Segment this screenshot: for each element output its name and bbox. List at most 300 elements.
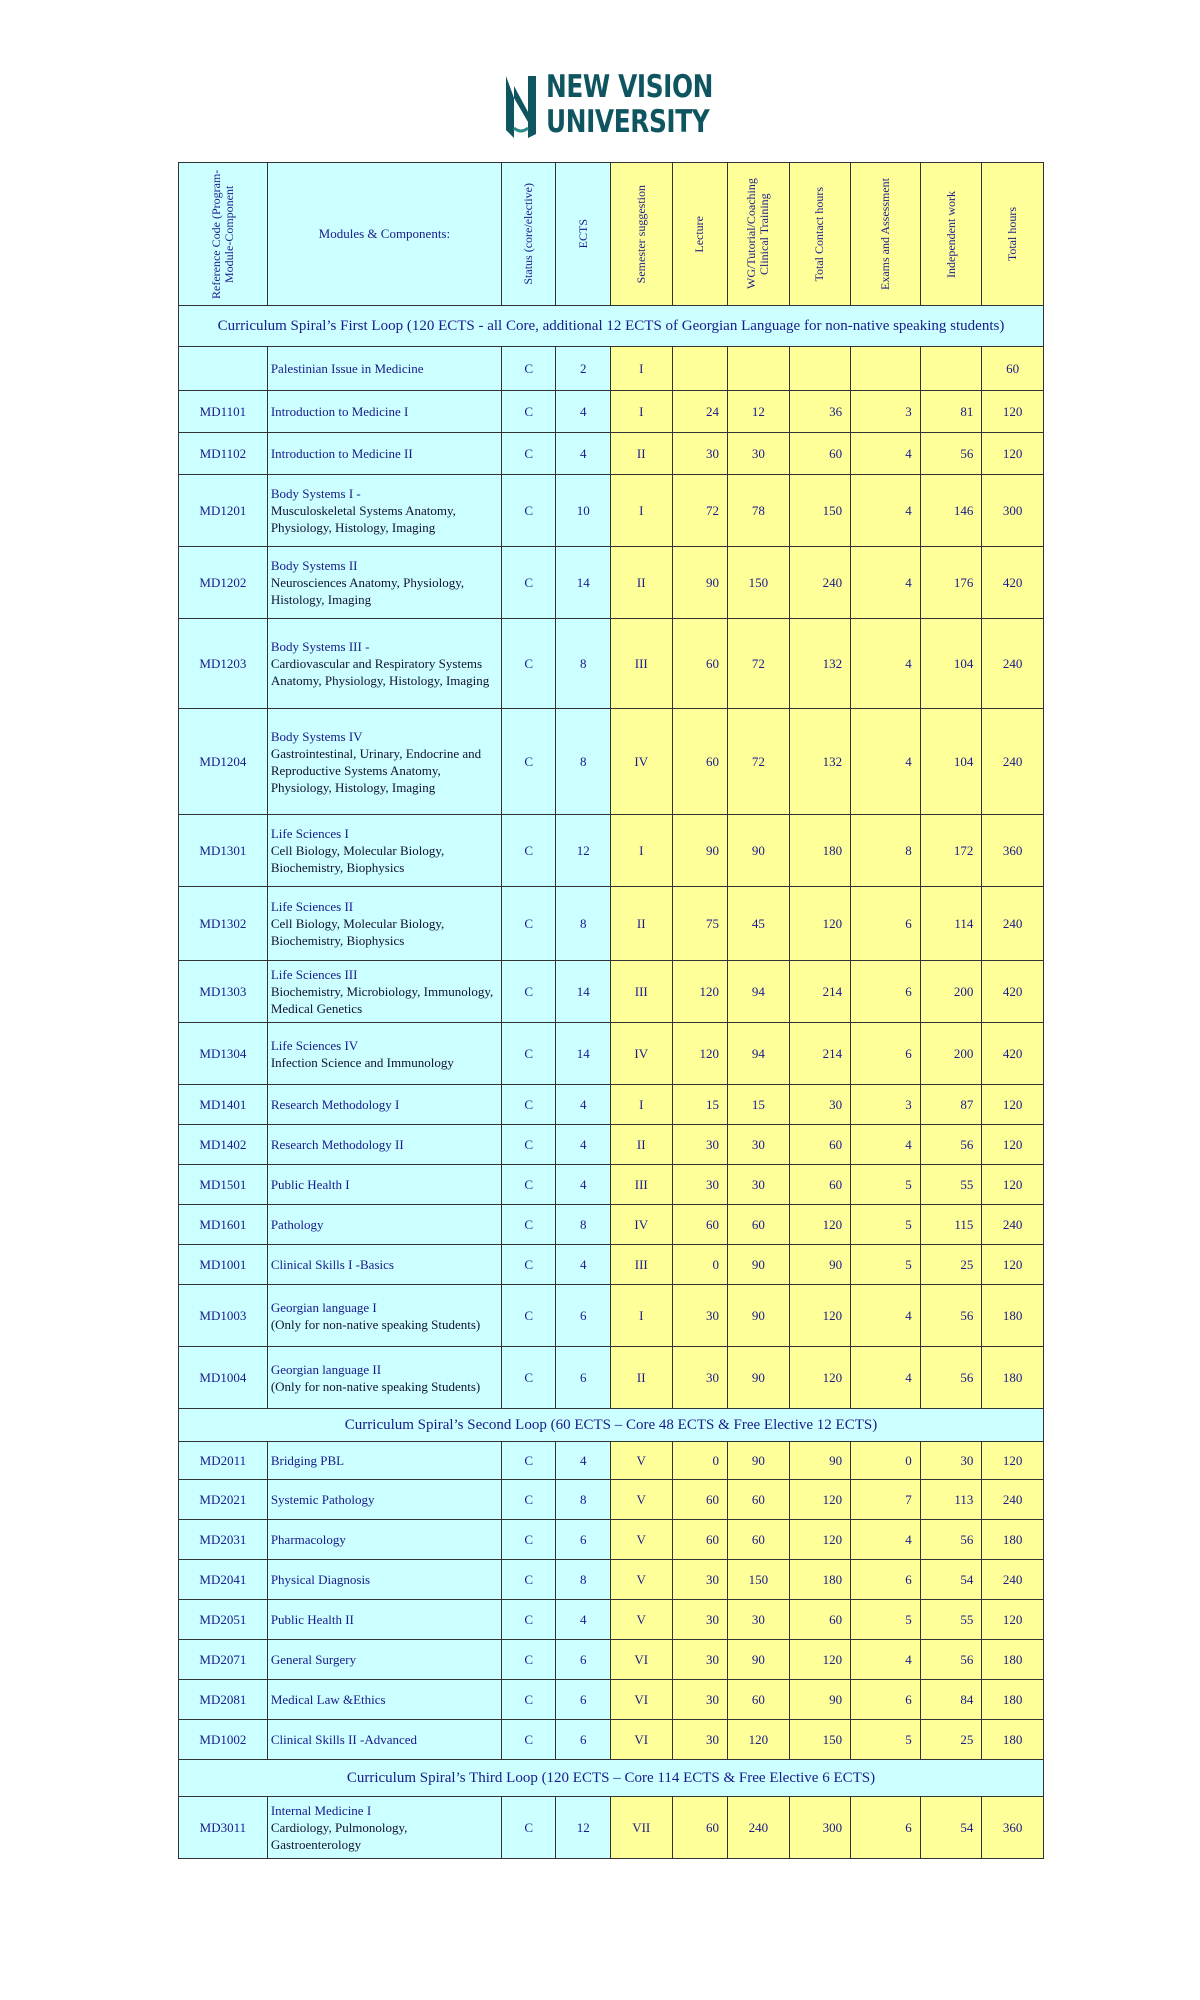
exams-cell: 5 xyxy=(851,1165,921,1205)
total-contact-cell: 90 xyxy=(789,1680,851,1720)
exams-cell: 6 xyxy=(851,961,921,1023)
module-name-cell xyxy=(267,1347,501,1409)
independent-work-cell: 84 xyxy=(920,1680,982,1720)
ref-code-cell: MD1101 xyxy=(179,391,268,433)
semester-cell: V xyxy=(610,1442,672,1480)
independent-work-cell: 172 xyxy=(920,815,982,887)
lecture-cell: 30 xyxy=(672,1125,728,1165)
total-hours-cell: 240 xyxy=(982,1560,1044,1600)
semester-cell: III xyxy=(610,1245,672,1285)
exams-cell: 6 xyxy=(851,887,921,961)
module-title: Research Methodology II xyxy=(270,1137,404,1152)
exams-cell: 4 xyxy=(851,1125,921,1165)
status-cell: C xyxy=(501,815,556,887)
lecture-cell: 0 xyxy=(672,1442,728,1480)
module-subtitle: Musculoskeletal Systems Anatomy, Physiology, Histology, Imaging xyxy=(270,503,456,535)
total-hours-cell: 180 xyxy=(982,1347,1044,1409)
tutorial-cell: 90 xyxy=(728,1245,790,1285)
tutorial-cell: 150 xyxy=(728,1560,790,1600)
independent-work-cell: 200 xyxy=(920,1023,982,1085)
ects-cell: 14 xyxy=(556,1023,611,1085)
total-hours-cell: 120 xyxy=(982,1442,1044,1480)
tutorial-cell: 94 xyxy=(728,1023,790,1085)
semester-cell: VI xyxy=(610,1720,672,1760)
module-name-cell xyxy=(267,1023,501,1085)
module-subtitle: Cell Biology, Molecular Biology, Biochemistry, Biophysics xyxy=(270,843,445,875)
section-first-loop xyxy=(179,306,1044,347)
exams-cell: 5 xyxy=(851,1245,921,1285)
total-contact-cell: 180 xyxy=(789,1560,851,1600)
module-title: Life Sciences II xyxy=(270,899,354,914)
total-contact-cell: 180 xyxy=(789,815,851,887)
status-cell: C xyxy=(501,433,556,475)
tutorial-cell: 30 xyxy=(728,1125,790,1165)
ref-code-cell: MD2031 xyxy=(179,1520,268,1560)
tutorial-cell: 30 xyxy=(728,1600,790,1640)
curriculum-table xyxy=(178,162,1044,1859)
status-cell: C xyxy=(501,619,556,709)
ects-cell: 8 xyxy=(556,1560,611,1600)
module-subtitle: (Only for non-native speaking Students) xyxy=(270,1378,481,1394)
module-name-cell xyxy=(267,1085,501,1125)
exams-cell: 7 xyxy=(851,1480,921,1520)
ects-cell: 8 xyxy=(556,887,611,961)
module-name-cell xyxy=(267,1480,501,1520)
exams-cell: 6 xyxy=(851,1023,921,1085)
module-title: Palestinian Issue in Medicine xyxy=(270,361,424,376)
status-cell: C xyxy=(501,1520,556,1560)
table-row xyxy=(179,961,1044,1023)
semester-cell: IV xyxy=(610,709,672,815)
module-title: Life Sciences I xyxy=(270,826,349,841)
ref-code-cell: MD2021 xyxy=(179,1480,268,1520)
independent-work-cell: 56 xyxy=(920,433,982,475)
semester-cell: IV xyxy=(610,1023,672,1085)
ects-cell: 8 xyxy=(556,619,611,709)
total-hours-cell: 180 xyxy=(982,1520,1044,1560)
module-name-cell xyxy=(267,1600,501,1640)
ects-cell: 8 xyxy=(556,709,611,815)
tutorial-cell: 90 xyxy=(728,1347,790,1409)
ref-code-cell: MD2081 xyxy=(179,1680,268,1720)
ects-cell: 4 xyxy=(556,391,611,433)
exams-cell: 8 xyxy=(851,815,921,887)
total-contact-cell: 240 xyxy=(789,547,851,619)
exams-cell: 4 xyxy=(851,1520,921,1560)
status-cell: C xyxy=(501,475,556,547)
table-row xyxy=(179,433,1044,475)
table-row xyxy=(179,1680,1044,1720)
tutorial-cell: 15 xyxy=(728,1085,790,1125)
section-title: Curriculum Spiral’s Second Loop (60 ECTS – Core 48 ECTS & Free Elective 12 ECTS) xyxy=(179,1409,1044,1442)
col-header-independent: Independent work xyxy=(920,163,982,306)
ref-code-cell: MD1201 xyxy=(179,475,268,547)
independent-work-cell: 56 xyxy=(920,1285,982,1347)
status-cell: C xyxy=(501,1347,556,1409)
independent-work-cell: 25 xyxy=(920,1245,982,1285)
lecture-cell: 30 xyxy=(672,1640,728,1680)
status-cell: C xyxy=(501,887,556,961)
total-contact-cell: 120 xyxy=(789,1480,851,1520)
semester-cell: V xyxy=(610,1600,672,1640)
independent-work-cell: 104 xyxy=(920,709,982,815)
ref-code-cell: MD1003 xyxy=(179,1285,268,1347)
module-name-cell xyxy=(267,475,501,547)
independent-work-cell: 54 xyxy=(920,1797,982,1859)
table-row xyxy=(179,1560,1044,1600)
independent-work-cell: 56 xyxy=(920,1347,982,1409)
semester-cell: I xyxy=(610,1085,672,1125)
independent-work-cell: 56 xyxy=(920,1125,982,1165)
total-hours-cell: 240 xyxy=(982,1205,1044,1245)
lecture-cell: 120 xyxy=(672,961,728,1023)
status-cell: C xyxy=(501,1560,556,1600)
total-hours-cell: 180 xyxy=(982,1680,1044,1720)
status-cell: C xyxy=(501,347,556,391)
lecture-cell: 60 xyxy=(672,619,728,709)
module-name-cell xyxy=(267,547,501,619)
table-row xyxy=(179,475,1044,547)
module-name-cell xyxy=(267,1720,501,1760)
table-row xyxy=(179,619,1044,709)
ects-cell: 12 xyxy=(556,815,611,887)
lecture-cell: 30 xyxy=(672,433,728,475)
exams-cell xyxy=(851,347,921,391)
module-subtitle: (Only for non-native speaking Students) xyxy=(270,1316,481,1332)
status-cell: C xyxy=(501,547,556,619)
module-name-cell xyxy=(267,1797,501,1859)
lecture-cell: 60 xyxy=(672,1205,728,1245)
total-contact-cell: 300 xyxy=(789,1797,851,1859)
module-title: Body Systems IV xyxy=(270,728,363,744)
total-contact-cell: 60 xyxy=(789,1600,851,1640)
semester-cell: I xyxy=(610,391,672,433)
status-cell: C xyxy=(501,1165,556,1205)
module-title: Research Methodology I xyxy=(270,1097,400,1112)
status-cell: C xyxy=(501,1285,556,1347)
module-name-cell xyxy=(267,815,501,887)
module-subtitle: Infection Science and Immunology xyxy=(270,1054,454,1070)
tutorial-cell: 60 xyxy=(728,1480,790,1520)
exams-cell: 0 xyxy=(851,1442,921,1480)
exams-cell: 4 xyxy=(851,709,921,815)
total-hours-cell: 420 xyxy=(982,547,1044,619)
independent-work-cell: 55 xyxy=(920,1165,982,1205)
semester-cell: III xyxy=(610,1165,672,1205)
lecture-cell: 30 xyxy=(672,1600,728,1640)
module-title: Georgian language II xyxy=(270,1361,382,1377)
ref-code-cell: MD1002 xyxy=(179,1720,268,1760)
total-contact-cell: 214 xyxy=(789,1023,851,1085)
tutorial-cell: 45 xyxy=(728,887,790,961)
total-hours-cell: 180 xyxy=(982,1720,1044,1760)
module-name-cell xyxy=(267,1680,501,1720)
ref-code-cell xyxy=(179,347,268,391)
status-cell: C xyxy=(501,1680,556,1720)
lecture-cell xyxy=(672,347,728,391)
ref-code-cell: MD3011 xyxy=(179,1797,268,1859)
total-hours-cell: 240 xyxy=(982,887,1044,961)
ects-cell: 6 xyxy=(556,1720,611,1760)
semester-cell: I xyxy=(610,815,672,887)
exams-cell: 3 xyxy=(851,391,921,433)
status-cell: C xyxy=(501,1023,556,1085)
lecture-cell: 30 xyxy=(672,1560,728,1600)
ref-code-cell: MD1204 xyxy=(179,709,268,815)
tutorial-cell: 240 xyxy=(728,1797,790,1859)
status-cell: C xyxy=(501,1480,556,1520)
module-subtitle: Cardiology, Pulmonology, Gastroenterology xyxy=(270,1820,408,1852)
status-cell: C xyxy=(501,1245,556,1285)
university-logo xyxy=(502,69,714,145)
lecture-cell: 60 xyxy=(672,1480,728,1520)
module-subtitle: Gastrointestinal, Urinary, Endocrine and Reproductive Systems Anatomy, Physiology, Histology, Imaging xyxy=(270,745,482,795)
independent-work-cell: 56 xyxy=(920,1640,982,1680)
ref-code-cell: MD1202 xyxy=(179,547,268,619)
section-second-loop xyxy=(179,1409,1044,1442)
total-hours-cell: 180 xyxy=(982,1640,1044,1680)
semester-cell: II xyxy=(610,887,672,961)
status-cell: C xyxy=(501,961,556,1023)
module-title: Body Systems II xyxy=(270,558,358,573)
section-title: Curriculum Spiral’s First Loop (120 ECTS - all Core, additional 12 ECTS of Georgian Language for non-native speaking students) xyxy=(179,306,1044,347)
lecture-cell: 30 xyxy=(672,1347,728,1409)
status-cell: C xyxy=(501,1600,556,1640)
table-row xyxy=(179,1205,1044,1245)
status-cell: C xyxy=(501,1125,556,1165)
ref-code-cell: MD1304 xyxy=(179,1023,268,1085)
table-row xyxy=(179,1600,1044,1640)
ects-cell: 10 xyxy=(556,475,611,547)
semester-cell: IV xyxy=(610,1205,672,1245)
independent-work-cell: 87 xyxy=(920,1085,982,1125)
ects-cell: 14 xyxy=(556,547,611,619)
ects-cell: 4 xyxy=(556,1442,611,1480)
tutorial-cell: 94 xyxy=(728,961,790,1023)
lecture-cell: 90 xyxy=(672,547,728,619)
total-hours-cell: 240 xyxy=(982,1480,1044,1520)
ref-code-cell: MD1302 xyxy=(179,887,268,961)
ects-cell: 8 xyxy=(556,1205,611,1245)
exams-cell: 5 xyxy=(851,1205,921,1245)
independent-work-cell: 81 xyxy=(920,391,982,433)
section-title: Curriculum Spiral’s Third Loop (120 ECTS – Core 114 ECTS & Free Elective 6 ECTS) xyxy=(179,1760,1044,1797)
semester-cell: II xyxy=(610,1125,672,1165)
semester-cell: VI xyxy=(610,1640,672,1680)
module-name-cell xyxy=(267,1165,501,1205)
tutorial-cell: 60 xyxy=(728,1680,790,1720)
module-subtitle: Cell Biology, Molecular Biology, Biochemistry, Biophysics xyxy=(270,916,445,948)
exams-cell: 6 xyxy=(851,1680,921,1720)
module-title: Life Sciences III xyxy=(270,967,358,982)
module-title: Introduction to Medicine I xyxy=(270,404,409,419)
module-title: Physical Diagnosis xyxy=(270,1572,371,1587)
ref-code-cell: MD1501 xyxy=(179,1165,268,1205)
total-contact-cell: 120 xyxy=(789,1640,851,1680)
module-name-cell xyxy=(267,709,501,815)
col-header-ects: ECTS xyxy=(556,163,611,306)
total-hours-cell: 360 xyxy=(982,1797,1044,1859)
total-hours-cell: 240 xyxy=(982,709,1044,815)
total-hours-cell: 120 xyxy=(982,1600,1044,1640)
lecture-cell: 60 xyxy=(672,1797,728,1859)
tutorial-cell: 90 xyxy=(728,815,790,887)
status-cell: C xyxy=(501,1640,556,1680)
exams-cell: 4 xyxy=(851,433,921,475)
ects-cell: 4 xyxy=(556,433,611,475)
total-hours-cell: 120 xyxy=(982,391,1044,433)
semester-cell: VI xyxy=(610,1680,672,1720)
exams-cell: 4 xyxy=(851,547,921,619)
col-header-modules: Modules & Components: xyxy=(267,163,501,306)
independent-work-cell: 200 xyxy=(920,961,982,1023)
ref-code-cell: MD1102 xyxy=(179,433,268,475)
table-row xyxy=(179,1085,1044,1125)
col-header-status: Status (core/elective) xyxy=(501,163,556,306)
module-title: Clinical Skills I -Basics xyxy=(270,1257,394,1272)
ref-code-cell: MD2051 xyxy=(179,1600,268,1640)
ects-cell: 6 xyxy=(556,1520,611,1560)
ref-code-cell: MD1004 xyxy=(179,1347,268,1409)
total-contact-cell: 60 xyxy=(789,1125,851,1165)
table-row xyxy=(179,347,1044,391)
semester-cell: I xyxy=(610,475,672,547)
ref-code-cell: MD1303 xyxy=(179,961,268,1023)
total-contact-cell: 90 xyxy=(789,1442,851,1480)
independent-work-cell: 54 xyxy=(920,1560,982,1600)
total-hours-cell: 120 xyxy=(982,1085,1044,1125)
total-contact-cell: 120 xyxy=(789,1285,851,1347)
table-row xyxy=(179,1285,1044,1347)
table-row xyxy=(179,1125,1044,1165)
ref-code-cell: MD2041 xyxy=(179,1560,268,1600)
tutorial-cell xyxy=(728,347,790,391)
col-header-exams: Exams and Assessment xyxy=(851,163,921,306)
table-row xyxy=(179,391,1044,433)
total-contact-cell: 120 xyxy=(789,887,851,961)
table-row xyxy=(179,1640,1044,1680)
semester-cell: II xyxy=(610,1347,672,1409)
independent-work-cell: 55 xyxy=(920,1600,982,1640)
independent-work-cell: 146 xyxy=(920,475,982,547)
status-cell: C xyxy=(501,1797,556,1859)
lecture-cell: 90 xyxy=(672,815,728,887)
table-row xyxy=(179,887,1044,961)
module-name-cell xyxy=(267,1245,501,1285)
total-contact-cell: 120 xyxy=(789,1520,851,1560)
module-title: General Surgery xyxy=(270,1652,357,1667)
tutorial-cell: 60 xyxy=(728,1205,790,1245)
total-hours-cell: 120 xyxy=(982,433,1044,475)
table-row xyxy=(179,1245,1044,1285)
exams-cell: 4 xyxy=(851,1285,921,1347)
lecture-cell: 15 xyxy=(672,1085,728,1125)
table-row xyxy=(179,1347,1044,1409)
exams-cell: 5 xyxy=(851,1720,921,1760)
col-header-lecture: Lecture xyxy=(672,163,728,306)
exams-cell: 4 xyxy=(851,1640,921,1680)
university-logo-mark-icon xyxy=(502,72,540,142)
lecture-cell: 30 xyxy=(672,1165,728,1205)
semester-cell: VII xyxy=(610,1797,672,1859)
module-name-cell xyxy=(267,887,501,961)
module-name-cell xyxy=(267,961,501,1023)
module-title: Pathology xyxy=(270,1217,324,1232)
independent-work-cell: 56 xyxy=(920,1520,982,1560)
total-contact-cell: 90 xyxy=(789,1245,851,1285)
table-row xyxy=(179,1023,1044,1085)
module-subtitle: Neurosciences Anatomy, Physiology, Histology, Imaging xyxy=(270,575,465,607)
module-subtitle: Cardiovascular and Respiratory Systems Anatomy, Physiology, Histology, Imaging xyxy=(270,656,490,688)
module-title: Clinical Skills II -Advanced xyxy=(270,1732,418,1747)
module-name-cell xyxy=(267,1640,501,1680)
independent-work-cell: 114 xyxy=(920,887,982,961)
module-title: Public Health I xyxy=(270,1177,350,1192)
total-contact-cell: 30 xyxy=(789,1085,851,1125)
total-contact-cell: 214 xyxy=(789,961,851,1023)
status-cell: C xyxy=(501,709,556,815)
total-contact-cell: 120 xyxy=(789,1205,851,1245)
status-cell: C xyxy=(501,1720,556,1760)
independent-work-cell: 176 xyxy=(920,547,982,619)
table-row xyxy=(179,815,1044,887)
exams-cell: 6 xyxy=(851,1797,921,1859)
module-title: Body Systems I - xyxy=(270,486,361,501)
ects-cell: 8 xyxy=(556,1480,611,1520)
total-contact-cell: 60 xyxy=(789,433,851,475)
tutorial-cell: 12 xyxy=(728,391,790,433)
module-name-cell xyxy=(267,1205,501,1245)
total-hours-cell: 120 xyxy=(982,1165,1044,1205)
exams-cell: 4 xyxy=(851,1347,921,1409)
exams-cell: 5 xyxy=(851,1600,921,1640)
lecture-cell: 72 xyxy=(672,475,728,547)
status-cell: C xyxy=(501,1205,556,1245)
table-row xyxy=(179,1165,1044,1205)
independent-work-cell: 25 xyxy=(920,1720,982,1760)
ects-cell: 12 xyxy=(556,1797,611,1859)
table-row xyxy=(179,1442,1044,1480)
table-row xyxy=(179,1797,1044,1859)
semester-cell: II xyxy=(610,547,672,619)
module-title: Bridging PBL xyxy=(270,1453,345,1468)
status-cell: C xyxy=(501,1085,556,1125)
total-hours-cell: 420 xyxy=(982,961,1044,1023)
exams-cell: 3 xyxy=(851,1085,921,1125)
brand-line-2: UNIVERSITY xyxy=(546,104,710,140)
total-hours-cell: 240 xyxy=(982,619,1044,709)
lecture-cell: 30 xyxy=(672,1285,728,1347)
module-title: Internal Medicine I xyxy=(270,1803,372,1818)
lecture-cell: 60 xyxy=(672,709,728,815)
tutorial-cell: 90 xyxy=(728,1442,790,1480)
semester-cell: I xyxy=(610,1285,672,1347)
lecture-cell: 0 xyxy=(672,1245,728,1285)
ref-code-cell: MD1001 xyxy=(179,1245,268,1285)
module-name-cell xyxy=(267,433,501,475)
ects-cell: 4 xyxy=(556,1600,611,1640)
ref-code-cell: MD1203 xyxy=(179,619,268,709)
total-contact-cell: 150 xyxy=(789,475,851,547)
semester-cell: V xyxy=(610,1480,672,1520)
ects-cell: 6 xyxy=(556,1680,611,1720)
ects-cell: 14 xyxy=(556,961,611,1023)
ref-code-cell: MD2071 xyxy=(179,1640,268,1680)
lecture-cell: 24 xyxy=(672,391,728,433)
module-title: Medical Law &Ethics xyxy=(270,1692,386,1707)
ref-code-cell: MD1401 xyxy=(179,1085,268,1125)
ects-cell: 6 xyxy=(556,1285,611,1347)
